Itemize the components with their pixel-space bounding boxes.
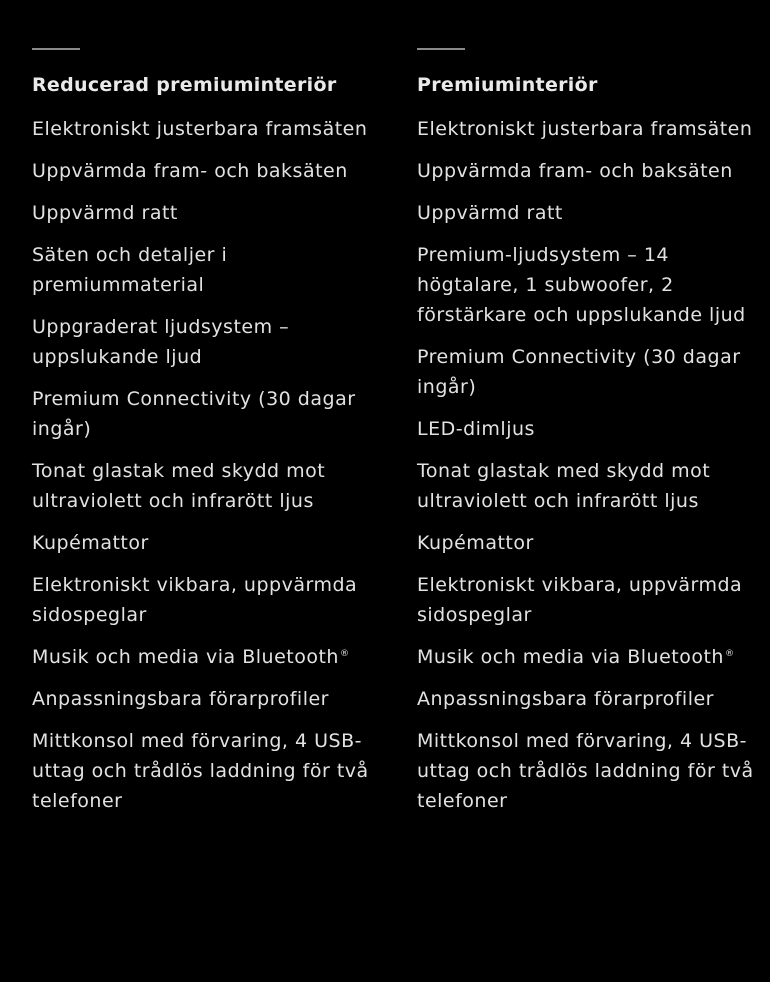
feature-item — [32, 114, 372, 144]
feature-item — [417, 642, 757, 672]
feature-item — [417, 726, 757, 816]
feature-item — [32, 312, 372, 372]
column-heading: Premiuminteriör — [417, 74, 598, 96]
feature-item-text: Mittkonsol med förvaring, 4 USB-uttag och trådlös laddning för två telefoner — [32, 730, 369, 812]
feature-item-text: Mittkonsol med förvaring, 4 USB-uttag och trådlös laddning för två telefoner — [417, 730, 754, 812]
feature-item-text: Tonat glastak med skydd mot ultraviolett och infrarött ljus — [32, 460, 326, 512]
feature-item — [32, 456, 372, 516]
feature-item — [417, 570, 757, 630]
feature-list — [417, 114, 757, 828]
feature-item-text: Elektroniskt vikbara, uppvärmda sidospeglar — [32, 574, 358, 626]
feature-item-text: LED-dimljus — [417, 418, 535, 440]
feature-item-text: Kupémattor — [417, 532, 534, 554]
feature-item — [417, 684, 757, 714]
divider — [417, 48, 465, 50]
feature-item — [417, 414, 757, 444]
feature-item — [32, 384, 372, 444]
feature-item — [417, 114, 757, 144]
feature-item — [32, 198, 372, 228]
feature-item-text: Elektroniskt justerbara framsäten — [417, 118, 753, 140]
feature-item — [32, 726, 372, 816]
feature-item — [417, 528, 757, 558]
feature-item-text: Musik och media via Bluetooth — [417, 646, 724, 668]
divider — [32, 48, 80, 50]
column-heading: Reducerad premiuminteriör — [32, 74, 337, 96]
feature-item-text: Elektroniskt vikbara, uppvärmda sidospeglar — [417, 574, 743, 626]
feature-item-text: Uppvärmd ratt — [417, 202, 563, 224]
feature-item — [32, 528, 372, 558]
feature-item — [32, 570, 372, 630]
feature-item-text: Premium-ljudsystem – 14 högtalare, 1 subwoofer, 2 förstärkare och uppslukande ljud — [417, 244, 746, 326]
feature-item-text: Tonat glastak med skydd mot ultraviolett och infrarött ljus — [417, 460, 711, 512]
feature-item-text: Uppvärmda fram- och baksäten — [32, 160, 348, 182]
feature-item-text: Premium Connectivity (30 dagar ingår) — [417, 346, 741, 398]
feature-item — [417, 198, 757, 228]
feature-item-text: Anpassningsbara förarprofiler — [417, 688, 714, 710]
feature-item-text: Säten och detaljer i premiummaterial — [32, 244, 228, 296]
feature-item — [32, 684, 372, 714]
feature-item — [417, 456, 757, 516]
registered-mark: ® — [339, 648, 350, 659]
registered-mark: ® — [724, 648, 735, 659]
feature-item-text: Premium Connectivity (30 dagar ingår) — [32, 388, 356, 440]
feature-item-text: Uppgraderat ljudsystem – uppslukande ljud — [32, 316, 290, 368]
feature-item-text: Uppvärmda fram- och baksäten — [417, 160, 733, 182]
feature-item — [32, 156, 372, 186]
feature-item — [417, 240, 757, 330]
feature-item-text: Anpassningsbara förarprofiler — [32, 688, 329, 710]
feature-item-text: Musik och media via Bluetooth — [32, 646, 339, 668]
feature-item-text: Kupémattor — [32, 532, 149, 554]
feature-item — [417, 156, 757, 186]
feature-item — [32, 642, 372, 672]
feature-item-text: Uppvärmd ratt — [32, 202, 178, 224]
feature-item-text: Elektroniskt justerbara framsäten — [32, 118, 368, 140]
feature-item — [417, 342, 757, 402]
feature-item — [32, 240, 372, 300]
feature-list — [32, 114, 372, 828]
